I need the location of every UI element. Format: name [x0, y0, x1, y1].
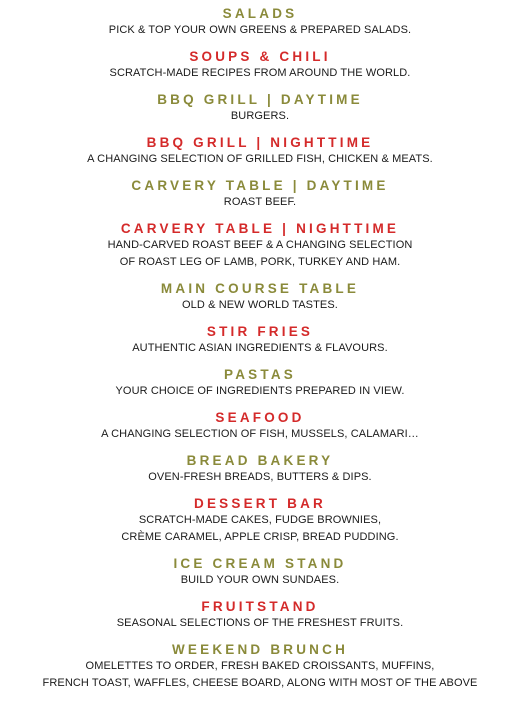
- section-heading: SALADS: [222, 6, 298, 21]
- section-heading: MAIN COURSE TABLE: [160, 281, 360, 296]
- section-description: PICK & TOP YOUR OWN GREENS & PREPARED SALADS.: [108, 24, 412, 36]
- menu-section: [0, 641, 520, 692]
- menu-section: [0, 452, 520, 486]
- menu-section: [0, 495, 520, 546]
- menu-section: [0, 409, 520, 443]
- section-description: HAND-CARVED ROAST BEEF & A CHANGING SELECTION: [107, 239, 413, 251]
- section-heading: STIR FRIES: [206, 324, 314, 339]
- section-description: SCRATCH-MADE CAKES, FUDGE BROWNIES,: [138, 514, 382, 526]
- section-heading: DESSERT BAR: [194, 496, 326, 511]
- section-heading: PASTAS: [224, 367, 296, 382]
- section-description: AUTHENTIC ASIAN INGREDIENTS & FLAVOURS.: [132, 342, 388, 354]
- section-heading: BBQ GRILL | DAYTIME: [157, 92, 363, 107]
- menu-section: [0, 598, 520, 632]
- section-heading: SOUPS & CHILI: [189, 49, 331, 64]
- section-description: YOUR CHOICE OF INGREDIENTS PREPARED IN VIEW.: [115, 385, 405, 397]
- section-heading: FRUITSTAND: [201, 599, 319, 614]
- section-description: OF ROAST LEG OF LAMB, PORK, TURKEY AND HAM.: [119, 256, 401, 268]
- menu-section: [0, 220, 520, 271]
- section-description: SCRATCH-MADE RECIPES FROM AROUND THE WORLD.: [109, 67, 411, 79]
- menu-section: [0, 91, 520, 125]
- section-description: OMELETTES TO ORDER, FRESH BAKED CROISSANTS, MUFFINS,: [85, 660, 435, 672]
- menu-section: [0, 366, 520, 400]
- menu-section: [0, 323, 520, 357]
- menu-section: [0, 48, 520, 82]
- section-heading: SEAFOOD: [215, 410, 305, 425]
- section-description: ROAST BEEF.: [223, 196, 297, 208]
- section-description: OVEN-FRESH BREADS, BUTTERS & DIPS.: [148, 471, 372, 483]
- menu-section: [0, 555, 520, 589]
- section-description: OLD & NEW WORLD TASTES.: [182, 299, 338, 311]
- section-description: A CHANGING SELECTION OF GRILLED FISH, CHICKEN & MEATS.: [87, 153, 433, 165]
- section-heading: CARVERY TABLE | NIGHTTIME: [120, 221, 400, 236]
- menu-section: [0, 5, 520, 39]
- menu-section: [0, 177, 520, 211]
- section-description: A CHANGING SELECTION OF FISH, MUSSELS, CALAMARI…: [101, 428, 419, 440]
- section-description: BURGERS.: [230, 110, 290, 122]
- section-description: BUILD YOUR OWN SUNDAES.: [180, 574, 340, 586]
- section-heading: BBQ GRILL | NIGHTTIME: [146, 135, 374, 150]
- menu-section: [0, 134, 520, 168]
- section-description: FRENCH TOAST, WAFFLES, CHEESE BOARD, ALONG WITH MOST OF THE ABOVE: [42, 677, 478, 689]
- section-heading: CARVERY TABLE | DAYTIME: [131, 178, 389, 193]
- section-description: SEASONAL SELECTIONS OF THE FRESHEST FRUITS.: [116, 617, 404, 629]
- menu-list: [0, 5, 520, 701]
- menu-section: [0, 280, 520, 314]
- section-heading: BREAD BAKERY: [186, 453, 334, 468]
- section-heading: ICE CREAM STAND: [173, 556, 347, 571]
- section-heading: WEEKEND BRUNCH: [171, 642, 349, 657]
- section-description: CRÈME CARAMEL, APPLE CRISP, BREAD PUDDING.: [121, 531, 399, 543]
